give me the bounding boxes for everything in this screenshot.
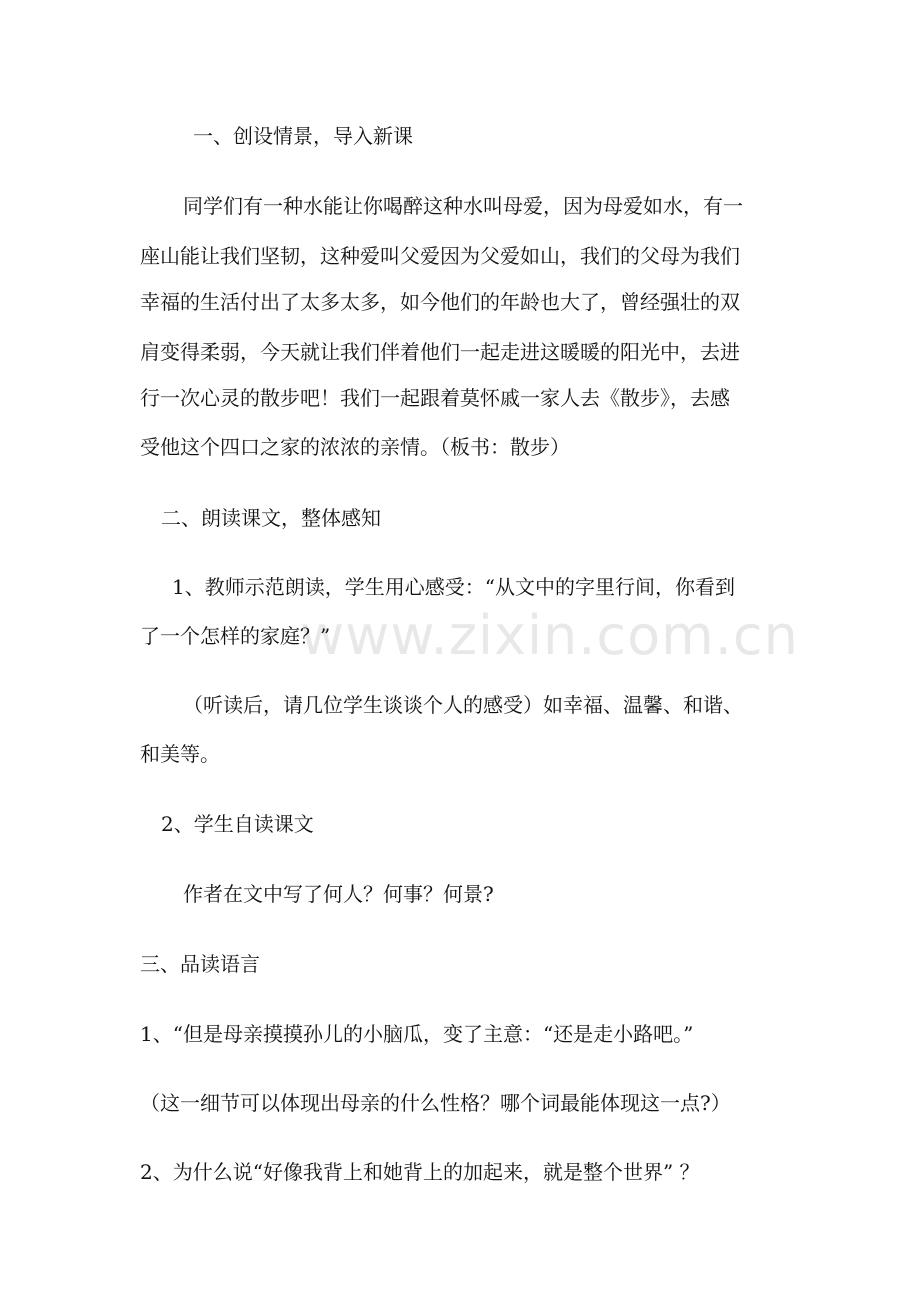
section2-item2-question: 作者在文中写了何人？何事？何景? [183, 882, 494, 906]
paragraph-line: 行一次心灵的散步吧！我们一起跟着莫怀戚一家人去《散步》，去感 [140, 386, 730, 410]
paragraph-line: 1、教师示范朗读，学生用心感受：“从文中的字里行间，你看到 [172, 575, 735, 599]
paragraph-line: 座山能让我们坚韧，这种爱叫父爱因为父爱如山，我们的父母为我们 [140, 244, 740, 268]
section2-item2: 2、学生自读课文 [161, 812, 314, 836]
paragraph-line: （听读后，请几位学生谈谈个人的感受）如幸福、温馨、和谐、 [183, 693, 743, 717]
watermark: www.zixin.com.cn [300, 604, 799, 667]
section2-heading: 二、朗读课文，整体感知 [161, 506, 381, 530]
paragraph-line: 肩变得柔弱，今天就让我们伴着他们一起走进这暖暖的阳光中，去进 [140, 340, 740, 364]
section3-question1-note: （这一细节可以体现出母亲的什么性格？哪个词最能体现这一点?） [140, 1091, 731, 1115]
paragraph-line: 同学们有一种水能让你喝醉这种水叫母爱，因为母爱如水，有一 [183, 194, 743, 218]
section1-heading: 一、创设情景，导入新课 [193, 124, 413, 148]
paragraph-line: 幸福的生活付出了太多太多，如今他们的年龄也大了，曾经强壮的双 [140, 290, 740, 314]
paragraph-line: 和美等。 [140, 742, 220, 766]
paragraph-line: 受他这个四口之家的浓浓的亲情。（板书：散步） [140, 435, 570, 459]
paragraph-line: 了一个怎样的家庭？” [140, 624, 331, 648]
section3-heading: 三、品读语言 [140, 952, 260, 976]
section3-question1: 1、“但是母亲摸摸孙儿的小脑瓜，变了主意：“还是走小路吧。” [140, 1022, 694, 1046]
section3-question2: 2、为什么说“好像我背上和她背上的加起来，就是整个世界” ？ [140, 1160, 700, 1184]
